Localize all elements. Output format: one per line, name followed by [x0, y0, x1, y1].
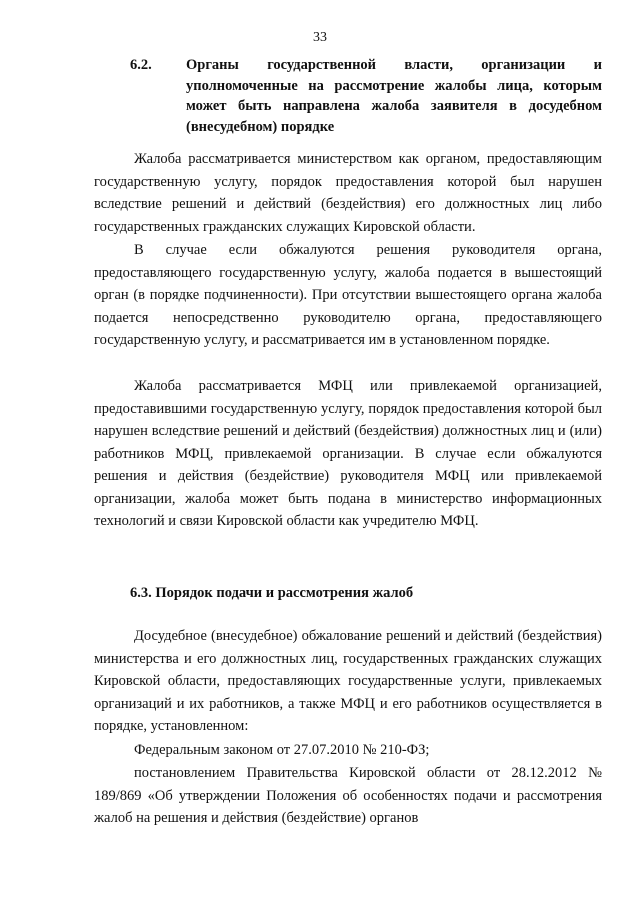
section-heading-6-3 [130, 583, 602, 604]
paragraph: Досудебное (внесудебное) обжалование решений и действий (бездействия) министерства и его должностных лиц, государственных гражданских служащих Кировской области, предоставляющих государственные услуги, привлекаемых организаций и их работников, а также МФЦ и его работников осуществляется в порядке, установленном: [94, 628, 602, 734]
paragraph: В случае если обжалуются решения руководителя органа, предоставляющего государственную услугу, жалоба подается в вышестоящий орган (в порядке подчиненности). При отсутствии вышестоящего органа жалоба подается непосредственно руководителю органа, предоставляющего государственную услугу, и рассматривается им в установленном порядке. [94, 242, 602, 348]
paragraph: постановлением Правительства Кировской области от 28.12.2012 № 189/869 «Об утверждении Положения об особенностях подачи и рассмотрения жалоб на решения и действия (бездействие) органов [94, 765, 602, 826]
paragraph: Федеральным законом от 27.07.2010 № 210-ФЗ; [134, 742, 430, 758]
section-number: 6.2. [130, 57, 152, 73]
section-title: 6.3. Порядок подачи и рассмотрения жалоб [130, 585, 414, 601]
section-heading-6-2 [130, 55, 602, 137]
paragraph: Жалоба рассматривается МФЦ или привлекаемой организацией, предоставившими государственную услугу, порядок предоставления которой был нарушен вследствие решений и действий (бездействия) должностных лиц и (или) работников МФЦ, привлекаемой организации. В случае если обжалуются решения и действия (бездействие) руководителя МФЦ или привлекаемой организации, жалоба может быть подана в министерство информационных технологий и связи Кировской области как учредителю МФЦ. [94, 378, 602, 529]
section-title: Органы государственной власти, организации и уполномоченные на рассмотрение жалобы лица, которым может быть направлена жалоба заявителя в досудебном (внесудебном) порядке [186, 57, 602, 135]
page-number: 33 [313, 30, 327, 45]
paragraph: Жалоба рассматривается министерством как органом, предоставляющим государственную услугу, порядок предоставления которой был нарушен вследствие решений и действий (бездействия) его должностных лиц либо государственных гражданских служащих Кировской области. [94, 151, 602, 235]
